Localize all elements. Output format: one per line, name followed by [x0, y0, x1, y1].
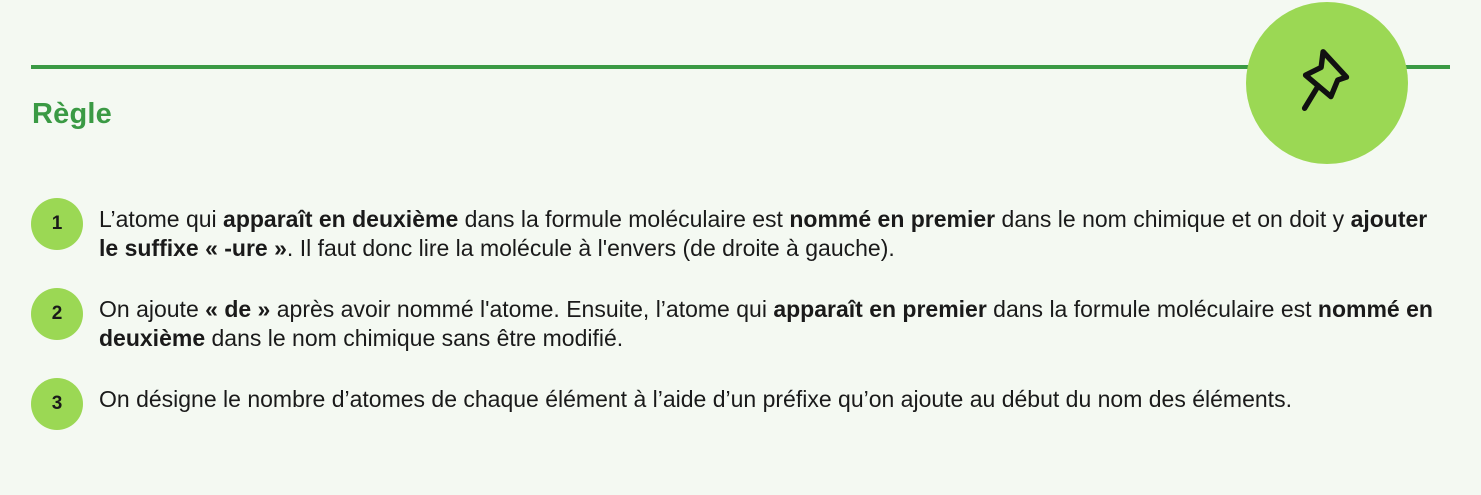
- rule-text-emphasis: apparaît en premier: [773, 296, 987, 322]
- header-divider: [31, 65, 1450, 69]
- rule-text-segment: dans le nom chimique et on doit y: [995, 206, 1351, 232]
- rule-title: Règle: [32, 98, 112, 130]
- rule-number-badge: 1: [31, 198, 83, 250]
- pin-badge: [1246, 2, 1408, 164]
- rule-text-segment: . Il faut donc lire la molécule à l'envers (de droite à gauche).: [286, 235, 895, 261]
- rule-item: [31, 198, 1451, 263]
- rule-text-emphasis: nommé en premier: [789, 206, 996, 232]
- rule-item: [31, 288, 1451, 353]
- rule-text-segment: On ajoute: [99, 296, 206, 322]
- rule-text: [99, 385, 1292, 414]
- rule-text-segment: après avoir nommé l'atome. Ensuite, l’atome qui: [270, 296, 774, 322]
- rule-text-emphasis: apparaît en deuxième: [223, 206, 459, 232]
- rule-text: [99, 295, 1451, 353]
- rule-text-segment: dans la formule moléculaire est: [458, 206, 790, 232]
- rule-text-segment: L’atome qui: [99, 206, 224, 232]
- pushpin-icon: [1288, 42, 1366, 125]
- rule-list: [31, 198, 1451, 455]
- rule-number-badge: 2: [31, 288, 83, 340]
- rule-text: [99, 205, 1451, 263]
- rule-text-segment: dans le nom chimique sans être modifié.: [205, 325, 624, 351]
- rule-text-segment: On désigne le nombre d’atomes de chaque élément à l’aide d’un préfixe qu’on ajoute au début du nom des éléments.: [99, 386, 1292, 412]
- rule-number-badge: 3: [31, 378, 83, 430]
- rule-item: [31, 378, 1451, 430]
- rule-text-emphasis: nommé en deuxième: [99, 296, 1433, 351]
- rule-text-segment: dans la formule moléculaire est: [986, 296, 1318, 322]
- rule-text-emphasis: « de »: [205, 296, 271, 322]
- rule-text-emphasis: ajouter le suffixe « -ure »: [99, 206, 1428, 261]
